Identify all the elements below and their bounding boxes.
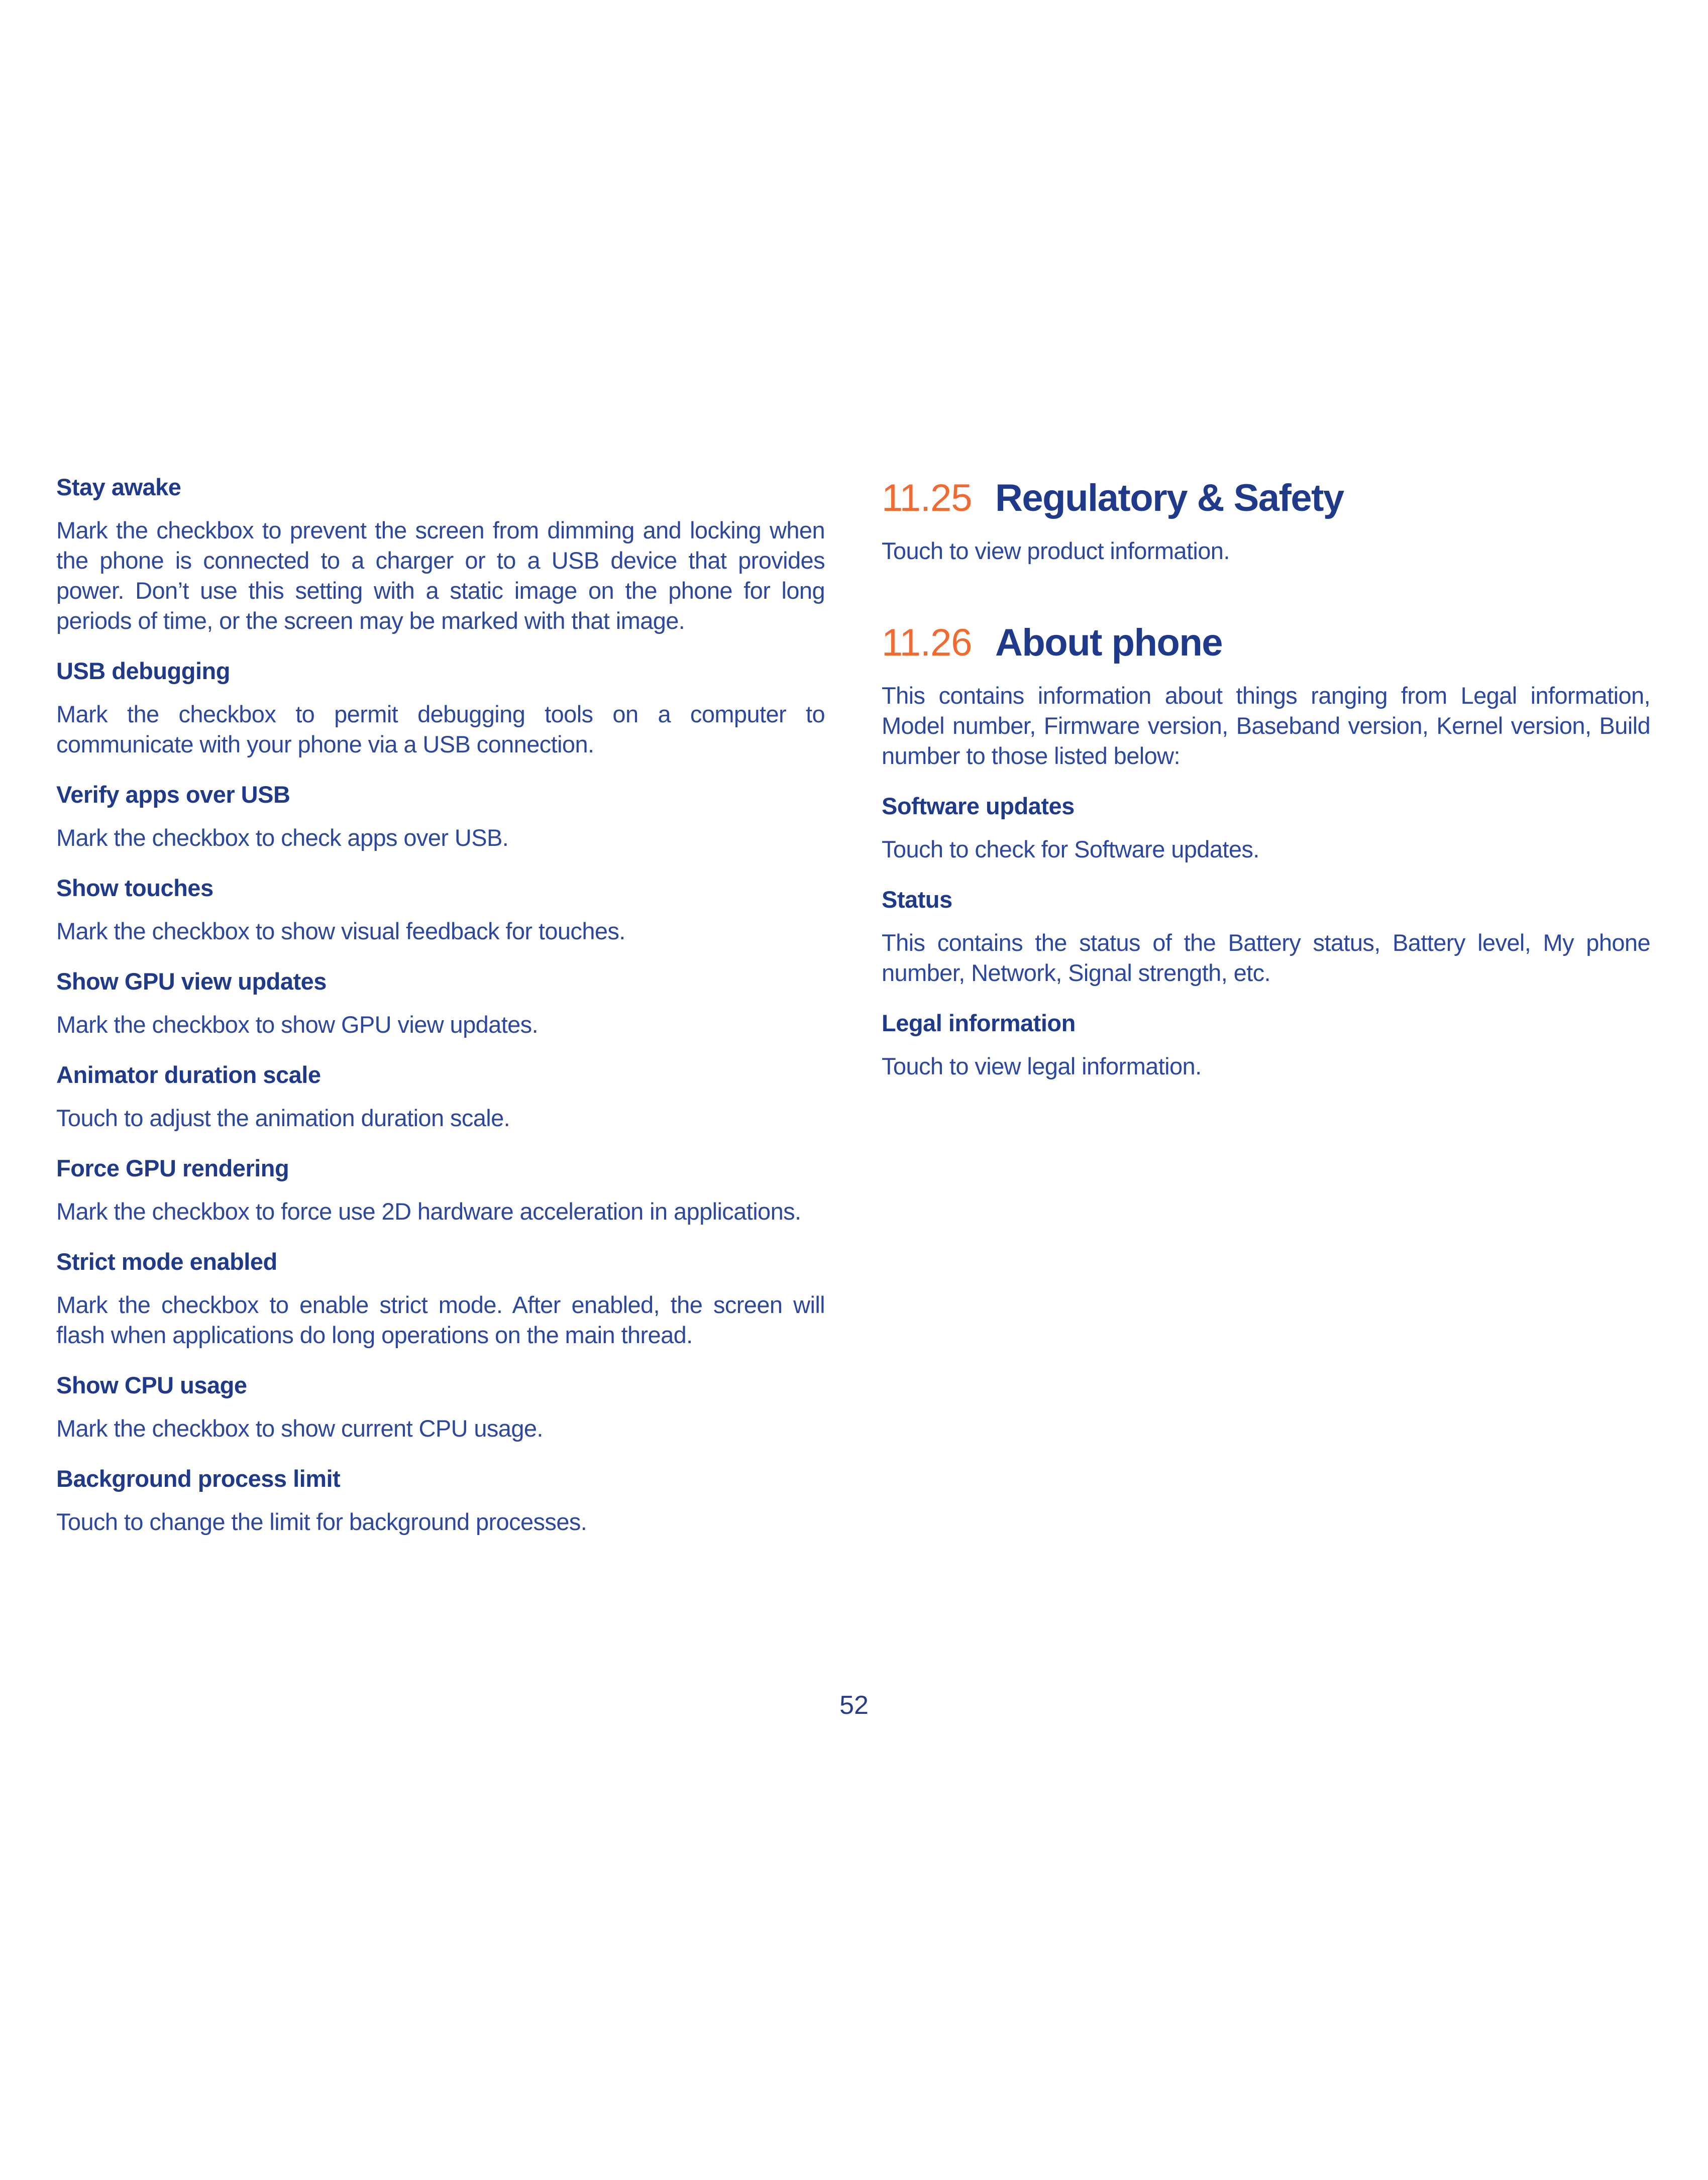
setting-title: Background process limit [56,1465,341,1492]
setting-title: Strict mode enabled [56,1248,277,1275]
right-column [882,470,1650,1102]
setting-title: Show CPU usage [56,1372,247,1398]
setting-title: Force GPU rendering [56,1155,289,1181]
setting-title: Status [882,886,952,913]
setting-title: Show GPU view updates [56,968,327,995]
section-number: 11.25 [882,476,972,519]
page-number: 52 [839,1691,869,1720]
setting-verify-apps [56,780,825,853]
setting-description: Mark the checkbox to force use 2D hardware acceleration in applications. [56,1198,801,1225]
left-column [56,472,825,1557]
setting-description: Mark the checkbox to show current CPU usage. [56,1415,543,1442]
setting-gpu-view-updates [56,966,825,1040]
setting-description: Mark the checkbox to permit debugging tools on a computer to communicate with your phone via a USB connection. [56,701,825,757]
setting-stay-awake [56,472,825,636]
setting-force-gpu [56,1153,825,1227]
setting-description: Mark the checkbox to show visual feedback for touches. [56,918,625,944]
setting-animator-scale [56,1060,825,1133]
section-heading-regulatory [882,470,1650,526]
setting-description: Mark the checkbox to prevent the screen from dimming and locking when the phone is connected to a charger or to a USB device that provides power. Don’t use this setting with a static image on the phone for long periods of time, or the screen may be marked with that image. [56,517,825,634]
setting-status [882,885,1650,988]
setting-cpu-usage [56,1370,825,1444]
setting-description: Mark the checkbox to check apps over USB. [56,824,509,851]
setting-background-limit [56,1464,825,1537]
section-spacer [882,586,1650,614]
setting-legal-information [882,1008,1650,1081]
section-heading-about [882,614,1650,671]
setting-description: Touch to check for Software updates. [882,836,1259,862]
setting-title: USB debugging [56,658,230,684]
setting-title: Show touches [56,875,214,901]
section-title: Regulatory & Safety [995,476,1344,519]
setting-usb-debugging [56,656,825,759]
setting-software-updates [882,791,1650,864]
setting-strict-mode [56,1247,825,1350]
setting-description: Touch to view legal information. [882,1053,1202,1079]
section-title: About phone [995,621,1223,664]
section-number: 11.26 [882,621,972,664]
setting-description: Touch to adjust the animation duration scale. [56,1105,510,1131]
setting-title: Stay awake [56,474,181,500]
section-description: This contains information about things ranging from Legal information, Model number, Firmware version, Baseband version, Kernel version, Build number to those listed below: [882,682,1650,769]
setting-description: This contains the status of the Battery status, Battery level, My phone number, Network, Signal strength, etc. [882,929,1650,986]
setting-description: Mark the checkbox to enable strict mode. After enabled, the screen will flash when applications do long operations on the main thread. [56,1291,825,1348]
setting-description: Touch to change the limit for background processes. [56,1508,587,1535]
setting-title: Legal information [882,1010,1076,1036]
section-description: Touch to view product information. [882,537,1230,564]
setting-title: Animator duration scale [56,1061,321,1088]
setting-title: Verify apps over USB [56,781,290,808]
setting-description: Mark the checkbox to show GPU view updates. [56,1011,539,1038]
setting-title: Software updates [882,793,1075,819]
setting-show-touches [56,873,825,946]
